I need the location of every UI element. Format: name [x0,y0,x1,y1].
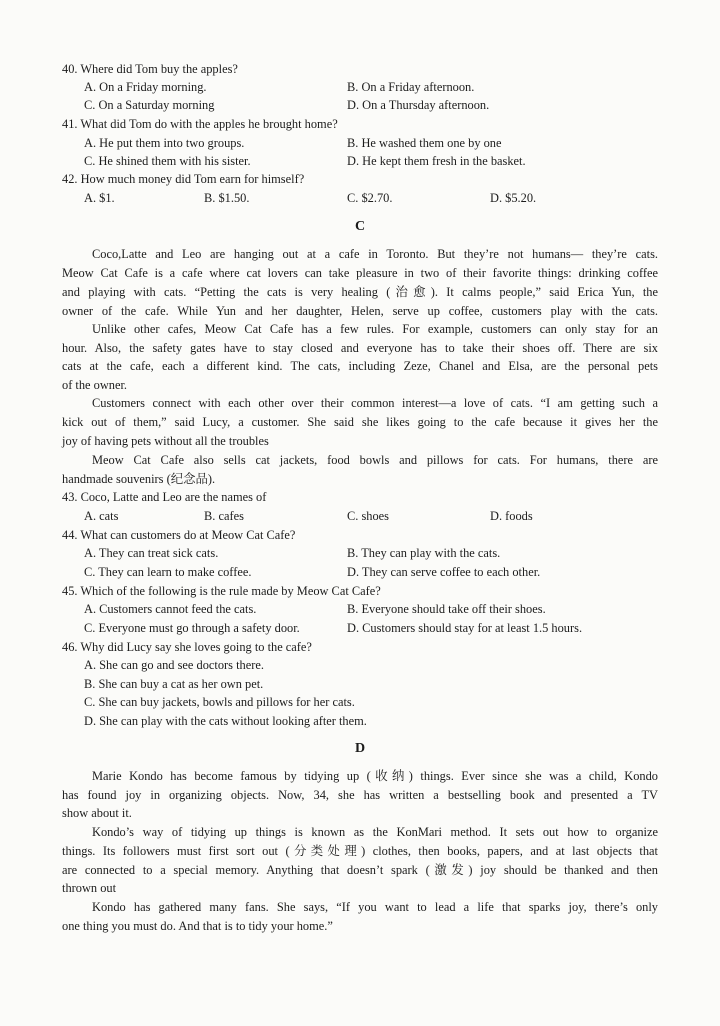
q44-option-c: C. They can learn to make coffee. [84,565,252,579]
q45-option-a: A. Customers cannot feed the cats. [84,602,257,616]
section-c-line: Coco,Latte and Leo are hanging out at a cafe in Toronto. But they’re not humans— they’re cats. [92,247,658,261]
q42-stem: 42. How much money did Tom earn for himself? [62,172,305,186]
q44-option-a: A. They can treat sick cats. [84,546,219,560]
q40-option-c: C. On a Saturday morning [84,98,215,112]
section-c-line: cats at the cafe, each a different kind. The cats, including Zeze, Chanel and Elsa, are the personal pets [62,359,658,373]
section-c-line: Customers connect with each other over their common interest—a love of cats. “I am getting such a [92,396,658,410]
q45-option-b: B. Everyone should take off their shoes. [347,602,546,616]
q46-option-b: B. She can buy a cat as her own pet. [84,677,264,691]
q41-option-a: A. He put them into two groups. [84,136,245,150]
section-c-line: hour. Also, the safety gates have to stay closed and everyone has to take their shoes off. There are six [62,341,658,355]
q45-option-c: C. Everyone must go through a safety door. [84,621,300,635]
q44-stem: 44. What can customers do at Meow Cat Cafe? [62,528,296,542]
q40-stem: 40. Where did Tom buy the apples? [62,62,238,76]
q41-option-c: C. He shined them with his sister. [84,154,251,168]
section-c-line: Meow Cat Cafe also sells cat jackets, food bowls and pillows for cats. For humans, there are [92,453,658,467]
q43-option-b: B. cafes [204,509,244,523]
section-c-line: owner of the cafe. While Yun and her daughter, Helen, serve up coffee, customers play with the cats. [62,304,658,318]
q41-stem: 41. What did Tom do with the apples he brought home? [62,117,338,131]
q43-option-c: C. shoes [347,509,389,523]
q41-option-b: B. He washed them one by one [347,136,502,150]
q42-option-d: D. $5.20. [490,191,537,205]
q45-stem: 45. Which of the following is the rule made by Meow Cat Cafe? [62,584,381,598]
q42-option-a: A. $1. [84,191,115,205]
q40-option-b: B. On a Friday afternoon. [347,80,475,94]
q41-option-d: D. He kept them fresh in the basket. [347,154,526,168]
q44-option-d: D. They can serve coffee to each other. [347,565,541,579]
section-c-line: Meow Cat Cafe is a cafe where cat lovers can take pleasure in two of their favorite things: drinking coffee [62,266,658,280]
q46-option-a: A. She can go and see doctors there. [84,658,264,672]
q46-option-c: C. She can buy jackets, bowls and pillows for her cats. [84,695,355,709]
q43-stem: 43. Coco, Latte and Leo are the names of [62,490,267,504]
section-c-line: and playing with cats. “Petting the cats is very healing (治愈). It calms people,” said Erica Yun, the [62,285,658,299]
section-d-line: Kondo has gathered many fans. She says, “If you want to lead a life that sparks joy, there’s only [92,900,658,914]
section-d-line: show about it. [62,806,132,820]
q43-option-d: D. foods [490,509,533,523]
section-d-line: Marie Kondo has become famous by tidying up (收纳) things. Ever since she was a child, Kondo [92,769,658,783]
section-d-line: are connected to a special memory. Anything that doesn’t spark (激发) joy should be thanked and then [62,863,658,877]
section-c-line: handmade souvenirs (纪念品). [62,472,216,486]
q45-option-d: D. Customers should stay for at least 1.5 hours. [347,621,583,635]
section-c-heading: C [354,219,366,234]
section-d-line: one thing you must do. And that is to tidy your home.” [62,919,333,933]
section-c-line: kick out of them,” said Lucy, a customer. She said she likes going to the cafe because it gives her the [62,415,658,429]
q43-option-a: A. cats [84,509,119,523]
section-d-line: thrown out [62,881,117,895]
q40-option-d: D. On a Thursday afternoon. [347,98,490,112]
q46-option-d: D. She can play with the cats without looking after them. [84,714,367,728]
section-d-heading: D [354,741,366,756]
q40-option-a: A. On a Friday morning. [84,80,207,94]
q42-option-c: C. $2.70. [347,191,393,205]
q44-option-b: B. They can play with the cats. [347,546,501,560]
q42-option-b: B. $1.50. [204,191,250,205]
q46-stem: 46. Why did Lucy say she loves going to the cafe? [62,640,312,654]
section-d-line: things. Its followers must first sort out (分类处理) clothes, then books, papers, and at last objects that [62,844,658,858]
section-d-line: Kondo’s way of tidying up things is known as the KonMari method. It sets out how to organize [92,825,658,839]
section-c-line: of the owner. [62,378,128,392]
section-c-line: Unlike other cafes, Meow Cat Cafe has a few rules. For example, customers can only stay for an [92,322,658,336]
section-c-line: joy of having pets without all the troubles [62,434,269,448]
section-d-line: has found joy in organizing objects. Now, 34, she has written a bestselling book and presented a TV [62,788,658,802]
